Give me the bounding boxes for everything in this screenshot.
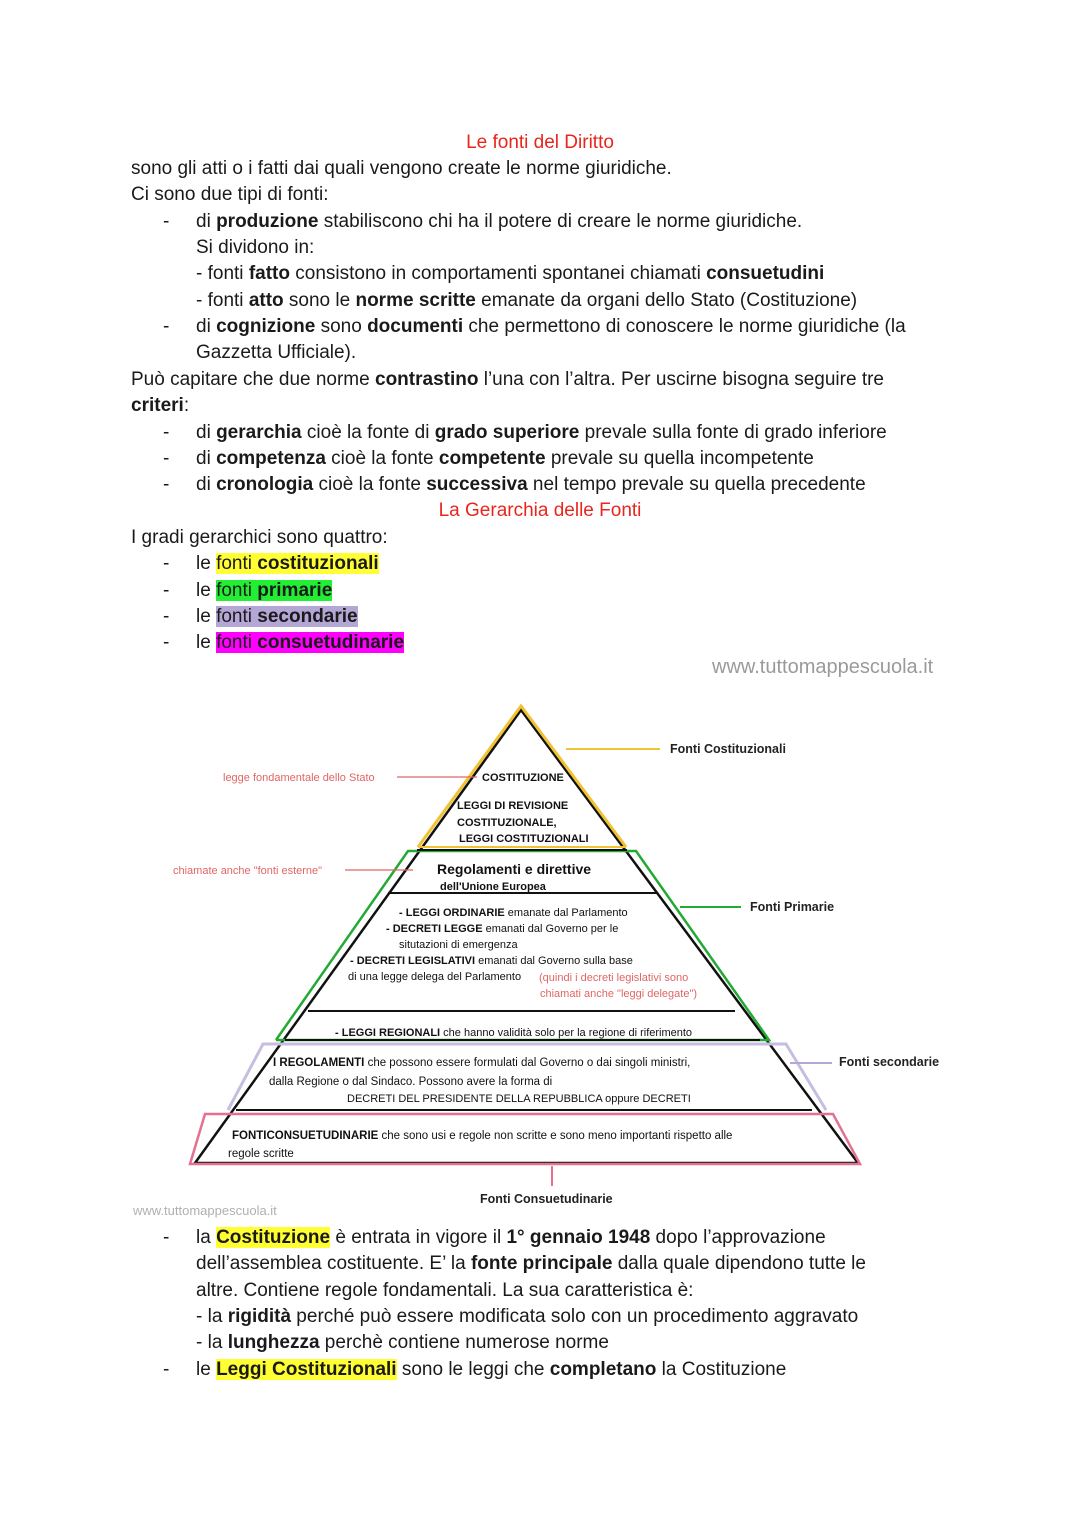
note-legge-fondamentale: legge fondamentale dello Stato [223, 772, 375, 784]
heading-fonti-diritto: Le fonti del Diritto [466, 132, 614, 153]
list-item-grade: le fonti secondarie [196, 606, 358, 627]
list-item-criterio: di gerarchia cioè la fonte di grado superiore prevale sulla fonte di grado inferiore [196, 422, 887, 443]
note-fonti-esterne: chiamate anche "fonti esterne" [173, 865, 323, 877]
tier-consuetudinarie-line: regole scritte [228, 1148, 294, 1160]
tier-decreti-legislativi: - DECRETI LEGISLATIVI emanati dal Governo sulla base [350, 955, 633, 967]
bullet-dash: - [163, 1359, 170, 1380]
list-item-rigidita: - la rigidità perché può essere modificata solo con un procedimento aggravato [196, 1306, 859, 1327]
tier-costituzione: COSTITUZIONE [482, 772, 564, 784]
label-fonti-secondarie: Fonti secondarie [839, 1055, 940, 1069]
bullet-dash: - [163, 1227, 170, 1248]
tier-decreti-legge: - DECRETI LEGGE emanati dal Governo per le [386, 923, 619, 935]
list-item-text: Si dividono in: [196, 237, 315, 258]
list-item-atto: - fonti atto sono le norme scritte emanate da organi dello Stato (Costituzione) [196, 290, 858, 311]
list-item-grade: le fonti consuetudinarie [196, 632, 405, 653]
tier-regolamenti-line: DECRETI DEL PRESIDENTE DELLA REPUBBLICA oppure DECRETI [347, 1093, 691, 1105]
bullet-dash: - [163, 211, 170, 232]
grades-intro: I gradi gerarchici sono quattro: [131, 527, 388, 548]
watermark-bottom: www.tuttomappescuola.it [133, 1203, 277, 1218]
contrast-line: Può capitare che due norme contrastino l’una con l’altra. Per uscirne bisogna seguire tre [131, 369, 885, 390]
pyramid-diagram [0, 690, 1080, 1220]
label-fonti-consuetudinarie: Fonti Consuetudinarie [480, 1192, 613, 1206]
bullet-dash: - [163, 316, 170, 337]
tier-ue-title: Regolamenti e direttive [437, 861, 592, 877]
tier-decreti-legislativi-note: chiamati anche "leggi delegate") [540, 988, 698, 1000]
bullet-dash: - [163, 474, 170, 495]
list-item-costituzione: la Costituzione è entrata in vigore il 1° gennaio 1948 dopo l’approvazione [196, 1227, 826, 1248]
list-item-text: Gazzetta Ufficiale). [196, 342, 357, 363]
list-item-criterio: di cronologia cioè la fonte successiva nel tempo prevale su quella precedente [196, 474, 866, 495]
bullet-dash: - [163, 448, 170, 469]
list-item-text: altre. Contiene regole fondamentali. La sua caratteristica è: [196, 1280, 694, 1301]
intro-line: sono gli atti o i fatti dai quali vengono create le norme giuridiche. [131, 158, 672, 179]
tier-revisione-line: LEGGI COSTITUZIONALI [459, 833, 589, 845]
watermark-top: www.tuttomappescuola.it [712, 656, 934, 678]
contrast-line: criteri: [131, 395, 190, 416]
tier-decreti-legislativi-line: di una legge delega del Parlamento [348, 971, 522, 983]
list-item-produzione: di produzione stabiliscono chi ha il potere di creare le norme giuridiche. [196, 211, 803, 232]
label-fonti-costituzionali: Fonti Costituzionali [670, 742, 786, 756]
tier-leggi-ordinarie: - LEGGI ORDINARIE emanate dal Parlamento [399, 907, 628, 919]
tier-consuetudinarie: FONTICONSUETUDINARIE che sono usi e regole non scritte e sono meno importanti rispetto alle [232, 1130, 733, 1142]
bullet-dash: - [163, 422, 170, 443]
intro-line: Ci sono due tipi di fonti: [131, 184, 329, 205]
bullet-dash: - [163, 580, 170, 601]
label-fonti-primarie: Fonti Primarie [750, 900, 835, 914]
tier-revisione-line: LEGGI DI REVISIONE [457, 800, 569, 812]
tier-leggi-regionali: - LEGGI REGIONALI che hanno validità solo per la regione di riferimento [335, 1027, 693, 1039]
tier-decreti-legislativi-note: (quindi i decreti legislativi sono [539, 972, 689, 984]
list-item-text: dell’assemblea costituente. E’ la fonte principale dalla quale dipendono tutte le [196, 1253, 866, 1274]
list-item-criterio: di competenza cioè la fonte competente prevale su quella incompetente [196, 448, 814, 469]
list-item-grade: le fonti costituzionali [196, 553, 379, 574]
tier-ue-subtitle: dell'Unione Europea [440, 881, 546, 893]
tier-regolamenti: I REGOLAMENTI che possono essere formulati dal Governo o dai singoli ministri, [273, 1057, 691, 1069]
tier-revisione-line: COSTITUZIONALE, [457, 817, 557, 829]
bullet-dash: - [163, 553, 170, 574]
list-item-leggi-costituzionali: le Leggi Costituzionali sono le leggi che completano la Costituzione [196, 1359, 787, 1380]
bullet-dash: - [163, 606, 170, 627]
tier-decreti-legge-line: situtazioni di emergenza [399, 939, 518, 951]
bullet-dash: - [163, 632, 170, 653]
list-item-fatto: - fonti fatto consistono in comportamenti spontanei chiamati consuetudini [196, 263, 825, 284]
heading-gerarchia: La Gerarchia delle Fonti [438, 500, 642, 521]
list-item-cognizione: di cognizione sono documenti che permettono di conoscere le norme giuridiche (la [196, 316, 906, 337]
list-item-lunghezza: - la lunghezza perchè contiene numerose norme [196, 1332, 609, 1353]
list-item-grade: le fonti primarie [196, 580, 333, 601]
tier-regolamenti-line: dalla Regione o dal Sindaco. Possono avere la forma di [269, 1076, 553, 1088]
